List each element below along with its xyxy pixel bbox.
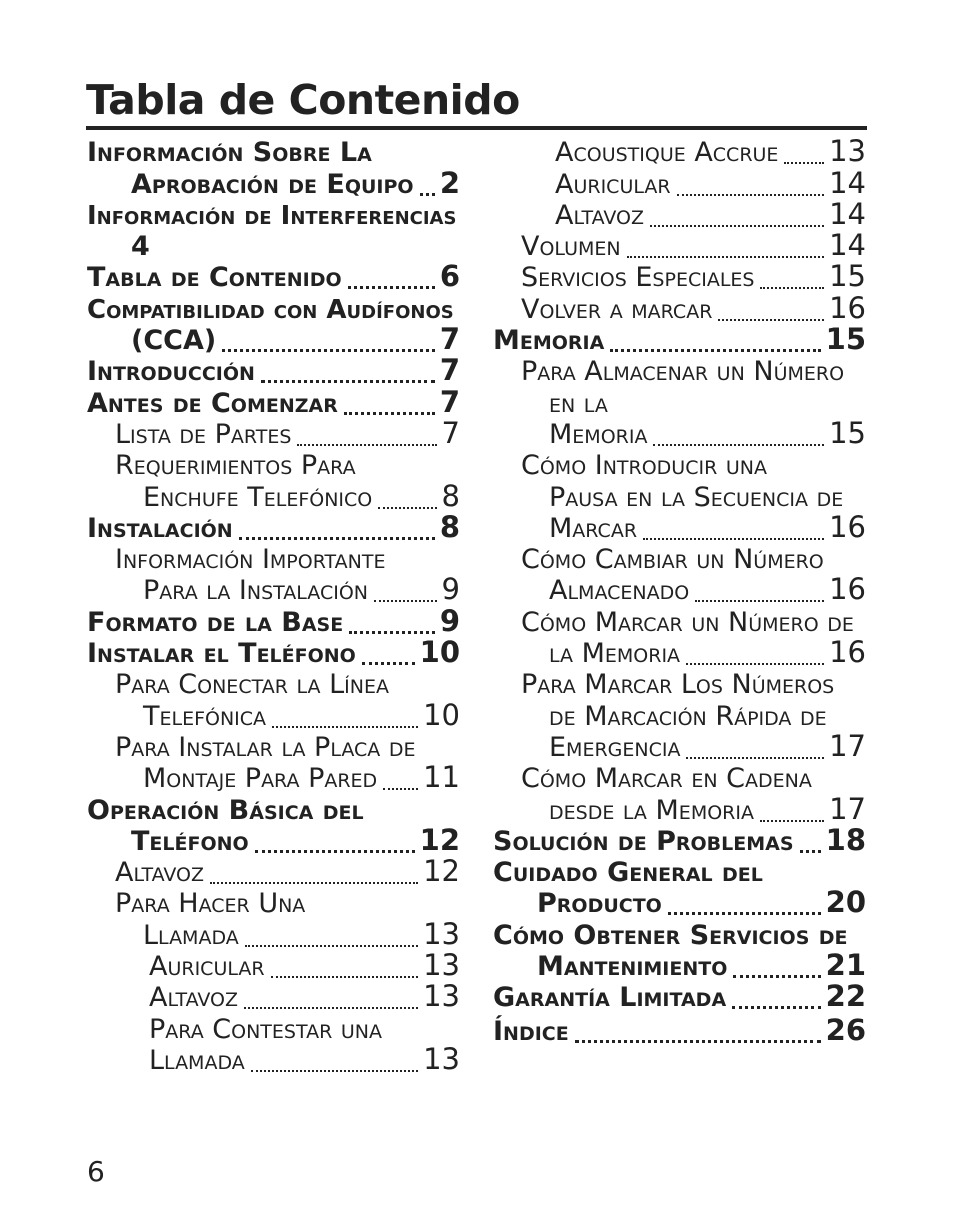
toc-entry-title: Para Almacenar un Número xyxy=(521,356,845,388)
toc-entry xyxy=(493,822,866,857)
toc-leader-dots xyxy=(650,225,824,227)
toc-entry-title: Producto xyxy=(537,888,662,920)
toc-entry-title: Altavoz xyxy=(115,857,204,889)
toc-entry-title: Formato de la Base xyxy=(87,606,344,638)
toc-entry xyxy=(493,950,866,981)
toc-entry-title: Telefónica xyxy=(143,700,267,732)
toc-entry xyxy=(493,605,866,636)
toc-entry xyxy=(87,605,460,636)
toc-entry-title: Para Contestar una xyxy=(149,1013,383,1045)
toc-entry xyxy=(493,856,866,887)
toc-entry-title: Auricular xyxy=(555,168,671,200)
toc-entry-title: Información Sobre La xyxy=(87,137,372,169)
toc-entry-page: 7 xyxy=(439,322,460,357)
toc-entry xyxy=(87,1012,460,1043)
toc-leader-dots xyxy=(349,631,435,634)
toc-leader-dots xyxy=(686,663,824,665)
toc-entry-title: la Memoria xyxy=(549,638,681,670)
toc-leader-dots xyxy=(760,820,824,822)
toc-entry-title: Almacenado xyxy=(549,575,690,607)
toc-entry xyxy=(87,355,460,386)
toc-entry xyxy=(87,449,460,480)
toc-leader-dots xyxy=(239,537,435,540)
toc-entry-page: 18 xyxy=(825,822,866,857)
toc-entry xyxy=(493,699,866,730)
toc-leader-dots xyxy=(245,945,418,947)
toc-entry-page: 7 xyxy=(439,353,460,388)
toc-entry xyxy=(493,793,866,824)
toc-leader-dots xyxy=(383,788,418,790)
toc-leader-dots xyxy=(575,1040,821,1043)
toc-leader-dots xyxy=(677,194,824,196)
page-number: 6 xyxy=(87,1155,105,1188)
toc-leader-dots xyxy=(344,412,435,415)
toc-entry xyxy=(493,261,866,292)
toc-entry-page: 16 xyxy=(829,290,866,325)
toc-entry-title: desde la Memoria xyxy=(549,794,754,826)
toc-entry-title: de Marcación Rápida de xyxy=(549,700,827,732)
toc-leader-dots xyxy=(222,349,435,352)
page-title: Tabla de Contenido xyxy=(86,76,520,124)
toc-leader-dots xyxy=(732,1006,821,1009)
toc-entry-page: 16 xyxy=(829,635,866,670)
toc-entry xyxy=(87,950,460,981)
toc-entry-title: Requerimientos Para xyxy=(115,450,356,482)
toc-entry xyxy=(87,574,460,605)
toc-entry-title: Lista de Partes xyxy=(115,418,292,450)
toc-entry-title: Compatibilidad con Audífonos xyxy=(87,294,454,325)
toc-entry xyxy=(493,196,866,231)
toc-entry-title: Para la Instalación xyxy=(143,575,368,607)
toc-entry xyxy=(87,136,460,167)
toc-entry-title: Cómo Obtener Servicios de xyxy=(493,919,848,951)
toc-entry-page: 13 xyxy=(423,1041,460,1076)
toc-entry-title: Teléfono xyxy=(131,825,249,857)
toc-entry-title: Garantía Limitada xyxy=(493,982,727,1014)
toc-entry-title: Llamada xyxy=(143,919,239,951)
toc-entry xyxy=(493,136,866,167)
toc-entry-page: 17 xyxy=(829,728,866,763)
toc-entry-page: 7 xyxy=(441,415,460,450)
toc-entry-title: Llamada xyxy=(149,1044,245,1076)
toc-entry-page: 14 xyxy=(829,165,866,200)
toc-entry xyxy=(87,668,460,699)
toc-entry-page: 13 xyxy=(423,948,460,983)
toc-entry xyxy=(493,574,866,605)
toc-entry-page: 15 xyxy=(829,415,866,450)
toc-entry-title: Cómo Marcar un Número de xyxy=(521,606,854,638)
toc-entry-title: Emergencia xyxy=(549,731,681,763)
toc-leader-dots xyxy=(800,850,821,853)
toc-entry-title: Aprobación de Equipo xyxy=(131,168,414,200)
toc-leader-dots xyxy=(718,319,824,321)
toc-entry-title: Para Hacer Una xyxy=(115,888,306,920)
toc-leader-dots xyxy=(686,757,824,759)
toc-entry xyxy=(87,480,460,511)
toc-entry xyxy=(493,509,866,544)
toc-entry xyxy=(493,887,866,918)
toc-left-column xyxy=(87,136,460,1075)
toc-entry xyxy=(87,856,460,887)
toc-entry-title: Enchufe Telefónico xyxy=(143,481,373,513)
toc-entry-page: 17 xyxy=(829,791,866,826)
toc-entry-page: 2 xyxy=(439,165,460,200)
toc-entry-page: 9 xyxy=(439,603,460,638)
toc-entry-page: 10 xyxy=(423,697,460,732)
toc-entry-page: 6 xyxy=(439,259,460,294)
toc-entry xyxy=(87,699,460,730)
toc-entry-page: 9 xyxy=(441,572,460,607)
toc-entry xyxy=(493,637,866,668)
toc-entry xyxy=(87,887,460,918)
toc-leader-dots xyxy=(348,286,435,289)
toc-entry-page: 22 xyxy=(825,979,866,1014)
toc-entry-title: Cuidado General del xyxy=(493,857,763,889)
toc-entry-title: Información Importante xyxy=(115,544,386,576)
toc-entry xyxy=(493,762,866,793)
toc-entry xyxy=(493,324,866,355)
toc-entry xyxy=(493,918,866,949)
toc-entry xyxy=(493,981,866,1012)
toc-entry xyxy=(87,918,460,949)
toc-entry-page: 12 xyxy=(419,822,460,857)
toc-entry-title: Instalar el Teléfono xyxy=(87,638,356,670)
toc-entry-title: Pausa en la Secuencia de xyxy=(549,481,844,513)
toc-entry-title: Cómo Introducir una xyxy=(521,450,767,482)
toc-leader-dots xyxy=(272,726,418,728)
toc-leader-dots xyxy=(653,444,824,446)
toc-entry-page: 20 xyxy=(825,885,866,920)
toc-entry-title: Antes de Comenzar xyxy=(87,387,338,419)
toc-entry-title: Acoustique Accrue xyxy=(555,137,779,169)
toc-entry xyxy=(87,822,460,857)
toc-entry-title: Introducción xyxy=(87,356,255,388)
toc-leader-dots xyxy=(378,507,437,509)
toc-entry xyxy=(493,355,866,386)
toc-entry xyxy=(87,1041,460,1076)
toc-entry-title: en la xyxy=(549,387,608,419)
toc-entry-title: Auricular xyxy=(149,951,265,983)
toc-leader-dots xyxy=(210,882,418,884)
toc-entry-page: 14 xyxy=(829,196,866,231)
toc-entry-page: 26 xyxy=(825,1013,866,1048)
toc-entry-page: 14 xyxy=(829,228,866,263)
toc-entry-title: Para Marcar Los Números xyxy=(521,669,835,701)
toc-entry xyxy=(493,668,866,699)
toc-entry-page: 13 xyxy=(423,979,460,1014)
toc-entry-page: 15 xyxy=(825,322,866,357)
toc-entry xyxy=(87,543,460,574)
toc-entry xyxy=(493,415,866,450)
toc-entry xyxy=(493,480,866,511)
toc-entry xyxy=(87,793,460,824)
toc-entry xyxy=(87,199,460,230)
toc-entry-page: 11 xyxy=(423,760,460,795)
toc-entry-title: Tabla de Contenido xyxy=(87,262,342,294)
toc-entry-title: (CCA) xyxy=(131,325,217,357)
toc-leader-dots xyxy=(271,976,418,978)
toc-entry-title: 4 xyxy=(131,231,150,263)
toc-entry xyxy=(493,230,866,261)
toc-leader-dots xyxy=(784,162,824,164)
toc-right-column xyxy=(493,136,866,1046)
toc-entry-title: Mantenimiento xyxy=(537,951,728,983)
toc-entry-title: Altavoz xyxy=(555,199,644,231)
toc-leader-dots xyxy=(760,287,824,289)
toc-entry xyxy=(87,637,460,668)
toc-entry-title: Solución de Problemas xyxy=(493,825,794,857)
title-rule xyxy=(86,126,867,130)
toc-entry-page: 7 xyxy=(439,384,460,419)
toc-entry-title: Servicios Especiales xyxy=(521,262,755,294)
toc-leader-dots xyxy=(733,975,821,978)
toc-entry-title: Volumen xyxy=(521,231,621,263)
toc-entry-page: 12 xyxy=(423,854,460,889)
toc-entry-title: Instalación xyxy=(87,512,233,544)
toc-entry-page: 8 xyxy=(439,509,460,544)
toc-entry xyxy=(87,167,460,198)
toc-entry xyxy=(87,230,460,261)
toc-leader-dots xyxy=(261,380,435,383)
toc-leader-dots xyxy=(610,349,821,352)
toc-entry-title: Marcar xyxy=(549,512,638,544)
toc-leader-dots xyxy=(362,662,415,665)
toc-leader-dots xyxy=(420,193,435,196)
toc-entry xyxy=(87,386,460,417)
toc-entry xyxy=(87,415,460,450)
toc-entry xyxy=(493,292,866,323)
toc-entry xyxy=(87,509,460,544)
toc-entry xyxy=(87,261,460,292)
toc-leader-dots xyxy=(374,600,437,602)
toc-entry-title: Operación Básica del xyxy=(87,794,364,826)
toc-entry xyxy=(87,324,460,355)
toc-entry-title: Cómo Cambiar un Número xyxy=(521,544,824,576)
toc-entry-title: Memoria xyxy=(549,418,648,450)
toc-entry-title: Cómo Marcar en Cadena xyxy=(521,763,812,795)
toc-entry xyxy=(87,762,460,793)
toc-leader-dots xyxy=(255,850,415,853)
toc-entry-title: Montaje Para Pared xyxy=(143,763,378,795)
toc-entry xyxy=(493,449,866,480)
toc-entry-title: Para Instalar la Placa de xyxy=(115,731,416,763)
toc-entry-page: 13 xyxy=(423,916,460,951)
toc-entry xyxy=(87,981,460,1012)
toc-leader-dots xyxy=(668,912,821,915)
toc-leader-dots xyxy=(251,1070,418,1072)
toc-entry-title: Índice xyxy=(493,1016,569,1048)
toc-entry-page: 8 xyxy=(441,478,460,513)
toc-entry-title: Altavoz xyxy=(149,982,238,1014)
toc-leader-dots xyxy=(643,538,824,540)
toc-entry xyxy=(493,386,866,417)
toc-entry xyxy=(493,728,866,763)
toc-entry-page: 21 xyxy=(825,948,866,983)
toc-entry xyxy=(87,731,460,762)
toc-entry xyxy=(493,1012,866,1046)
toc-entry-page: 10 xyxy=(419,635,460,670)
toc-entry-title: Información de Interferencias xyxy=(87,200,457,231)
toc-entry xyxy=(87,292,460,323)
toc-entry xyxy=(493,543,866,574)
toc-entry-page: 15 xyxy=(829,259,866,294)
toc-leader-dots xyxy=(244,1007,418,1009)
toc-entry-title: Memoria xyxy=(493,325,605,357)
toc-entry-title: Volver a marcar xyxy=(521,293,713,325)
toc-leader-dots xyxy=(627,256,824,258)
toc-entry-page: 16 xyxy=(829,509,866,544)
toc-entry-page: 16 xyxy=(829,572,866,607)
toc-leader-dots xyxy=(695,600,824,602)
toc-entry-title: Para Conectar la Línea xyxy=(115,669,389,701)
toc-leader-dots xyxy=(297,444,437,446)
toc-entry-page: 13 xyxy=(829,134,866,169)
toc-entry xyxy=(493,167,866,198)
